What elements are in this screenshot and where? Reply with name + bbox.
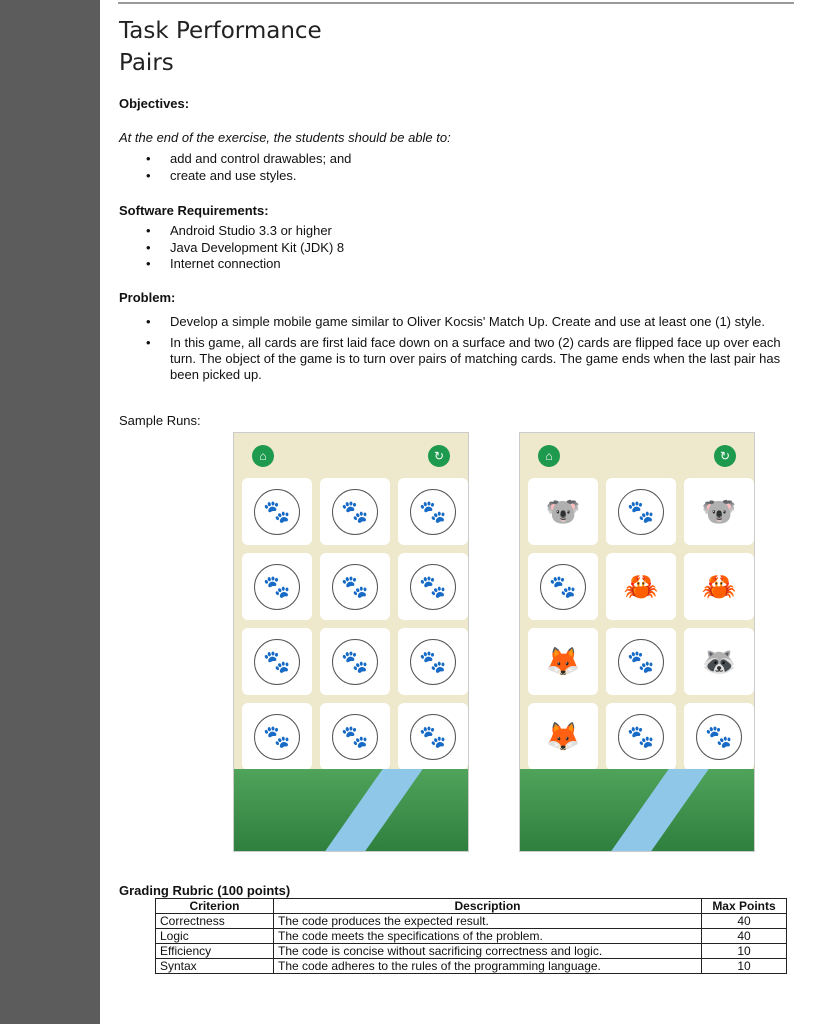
- sample-run-1: [233, 432, 469, 852]
- card-koala[interactable]: [528, 478, 598, 545]
- card-fox[interactable]: [528, 703, 598, 770]
- card-paw[interactable]: [606, 703, 676, 770]
- paw-icon: 🐾: [618, 489, 664, 535]
- card-crab[interactable]: [606, 553, 676, 620]
- problem-heading: Problem:: [119, 290, 176, 305]
- cell: The code meets the specifications of the problem.: [274, 929, 702, 944]
- paw-icon: 🐾: [618, 639, 664, 685]
- rubric-heading: Grading Rubric (100 points): [119, 883, 291, 898]
- card-crab[interactable]: [684, 553, 754, 620]
- paw-icon: 🐾: [332, 489, 378, 535]
- card-paw[interactable]: [684, 703, 754, 770]
- table-row: [156, 944, 787, 959]
- cell: Efficiency: [156, 944, 274, 959]
- refresh-icon: ↻: [428, 445, 450, 467]
- cell: 40: [702, 929, 787, 944]
- page-title: Task Performance: [119, 18, 322, 44]
- paw-icon: 🐾: [254, 489, 300, 535]
- card-paw[interactable]: [528, 553, 598, 620]
- table-row: [156, 959, 787, 974]
- cell: Logic: [156, 929, 274, 944]
- cell: 10: [702, 944, 787, 959]
- cell: 10: [702, 959, 787, 974]
- card-paw[interactable]: [242, 628, 312, 695]
- divider: [118, 2, 794, 4]
- home-icon: ⌂: [252, 445, 274, 467]
- fox-icon: 🦊: [545, 721, 581, 752]
- paw-icon: 🐾: [410, 489, 456, 535]
- rubric-table: [155, 898, 787, 974]
- card-paw[interactable]: [320, 553, 390, 620]
- objectives-intro: At the end of the exercise, the students should be able to:: [119, 130, 451, 145]
- problem-item: • Develop a simple mobile game similar to Oliver Kocsis' Match Up. Create and use at least one (1) style.: [119, 314, 809, 330]
- card-paw[interactable]: [398, 478, 468, 545]
- card-paw[interactable]: [242, 703, 312, 770]
- objective-item: • create and use styles.: [119, 168, 809, 184]
- viewer-margin: [0, 0, 100, 1024]
- table-row: [156, 929, 787, 944]
- crab-icon: 🦀: [623, 571, 659, 602]
- paw-icon: 🐾: [254, 564, 300, 610]
- paw-icon: 🐾: [254, 639, 300, 685]
- home-icon: ⌂: [538, 445, 560, 467]
- paw-icon: 🐾: [540, 564, 586, 610]
- card-paw[interactable]: [320, 703, 390, 770]
- cell: Syntax: [156, 959, 274, 974]
- col-criterion: Criterion: [156, 899, 274, 914]
- card-paw[interactable]: [398, 703, 468, 770]
- cell: The code produces the expected result.: [274, 914, 702, 929]
- card-paw[interactable]: [606, 478, 676, 545]
- card-grid: [528, 478, 754, 770]
- raccoon-icon: 🦝: [701, 646, 737, 677]
- cell: 40: [702, 914, 787, 929]
- card-grid: [242, 478, 468, 770]
- objectives-heading: Objectives:: [119, 96, 190, 111]
- paw-icon: 🐾: [332, 639, 378, 685]
- software-item: • Java Development Kit (JDK) 8: [119, 240, 809, 256]
- landscape: [234, 769, 468, 851]
- objective-item: • add and control drawables; and: [119, 151, 809, 167]
- cell: The code is concise without sacrificing correctness and logic.: [274, 944, 702, 959]
- card-raccoon[interactable]: [684, 628, 754, 695]
- paw-icon: 🐾: [332, 564, 378, 610]
- card-paw[interactable]: [320, 478, 390, 545]
- card-paw[interactable]: [606, 628, 676, 695]
- table-row: [156, 914, 787, 929]
- card-paw[interactable]: [398, 628, 468, 695]
- landscape: [520, 769, 754, 851]
- software-item: • Internet connection: [119, 256, 809, 272]
- paw-icon: 🐾: [618, 714, 664, 760]
- card-paw[interactable]: [320, 628, 390, 695]
- card-paw[interactable]: [398, 553, 468, 620]
- cell: The code adheres to the rules of the programming language.: [274, 959, 702, 974]
- sample-run-2: [519, 432, 755, 852]
- refresh-icon: ↻: [714, 445, 736, 467]
- software-heading: Software Requirements:: [119, 203, 269, 218]
- koala-icon: 🐨: [701, 496, 737, 527]
- koala-icon: 🐨: [545, 496, 581, 527]
- col-description: Description: [274, 899, 702, 914]
- sample-runs-label: Sample Runs:: [119, 413, 201, 428]
- page-subtitle: Pairs: [119, 50, 174, 76]
- fox-icon: 🦊: [545, 646, 581, 677]
- paw-icon: 🐾: [332, 714, 378, 760]
- paw-icon: 🐾: [410, 714, 456, 760]
- card-koala[interactable]: [684, 478, 754, 545]
- crab-icon: 🦀: [701, 571, 737, 602]
- problem-item: • In this game, all cards are first laid face down on a surface and two (2) cards are flipped face up over each turn. The object of the game is to turn over pairs of matching cards. The game ends when the last pair has been picked up.: [119, 335, 799, 383]
- card-paw[interactable]: [242, 553, 312, 620]
- card-fox[interactable]: [528, 628, 598, 695]
- col-max-points: Max Points: [702, 899, 787, 914]
- card-paw[interactable]: [242, 478, 312, 545]
- paw-icon: 🐾: [410, 564, 456, 610]
- paw-icon: 🐾: [254, 714, 300, 760]
- software-item: • Android Studio 3.3 or higher: [119, 223, 809, 239]
- paw-icon: 🐾: [696, 714, 742, 760]
- cell: Correctness: [156, 914, 274, 929]
- paw-icon: 🐾: [410, 639, 456, 685]
